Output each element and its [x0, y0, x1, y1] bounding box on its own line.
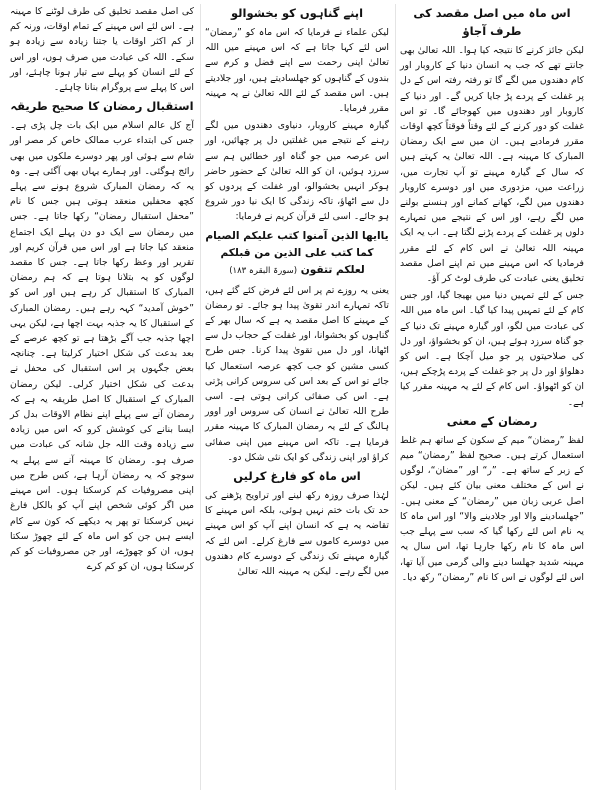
paragraph: لیکن علماء نے فرمایا کہ اس ماہ کو ”رمضان“ اس لئے کہا جاتا ہے کہ اس مہینے میں اللہ تعالیٰ اپنی رحمت سے اپنے فضل و کرم سے بندوں کے گناہوں کو جھلسادیتے ہیں، اور جلادیتے ہیں۔ اس مقصد کے لئے اللہ تعالیٰ نے یہ مہینہ مقرر فرمایا۔: [205, 27, 389, 115]
section-heading: اپنے گناہوں کو بخشوالو: [230, 6, 364, 20]
paragraph: جس کے لئے تمہیں دنیا میں بھیجا گیا، اور جس کام کے لئے تمہیں پیدا کیا گیا۔ اس ماہ میں اللہ کی عبادت میں لگو، اور گیارہ مہینے تک دنیا کے جو گناہ سرزد ہوئے ہیں، ان کو بخشواؤ، اور دل کی صلاحیتوں پر جو میل آچکا ہے۔ اس کو دھلواؤ اور دل پر جو غفلت کے پردے پڑچکے ہیں، ان کو اٹھواؤ۔ اس کام کے لئے یہ مہینہ مقرر کیا ہے۔: [400, 290, 584, 408]
verse-reference: (سورۃ البقرہ ۱۸۳): [229, 265, 298, 276]
magazine-page: [6, 4, 584, 790]
column-middle: [200, 4, 389, 790]
section-heading: اس ماہ کو فارغ کرلیں: [233, 469, 361, 484]
paragraph: یعنی یہ روزے تم پر اس لئے فرض کئے گئے ہیں، تاکہ تمہارے اندر تقویٰ پیدا ہو جائے۔ تو رمضان کے مہینے کا اصل مقصد یہ ہے کہ سال بھر کے گناہوں کو بخشوانا، اور غفلت کے حجاب دل سے اٹھانا، اور دل میں تقویٰ پیدا کرنا۔ جس طرح کسی مشین کو جب کچھ عرصہ استعمال کیا جائے تو اس کے بعد اس کی سروس کرانی پڑتی ہے۔ اس کی صفائی کرانی ہوتی ہے۔ اسی طرح اللہ تعالیٰ نے انسان کی سروس اور اوور ہالنگ کے لئے یہ رمضان المبارک کا مہینہ مقرر فرمایا ہے۔ تاکہ اس مہینے میں اپنی صفائی کراؤ اور اپنی زندگی کو ایک نئی شکل دو۔: [205, 284, 389, 463]
paragraph: کی اصل مقصد تخلیق کی طرف لوٹنے کا مہینہ ہے۔ اس لئے اس مہینے کے تمام اوقات، ورنہ کم از کم اکثر اوقات یا جتنا زیادہ سے زیادہ ہو سکے۔ اللہ کی عبادت میں صرف ہوں، اور اس کے لئے انسان کو پہلے سے تیار ہونا چاہئے، اور اس کا پہلے سے پروگرام بنانا چاہئے۔: [10, 6, 194, 94]
column-right: [395, 4, 584, 790]
paragraph: لیکن جائز کرنے کا نتیجہ کیا ہوا۔ اللہ تعالیٰ بھی جانتے تھے کہ جب یہ انسان دنیا کے کاروبار اور کام دھندوں میں لگے گا تو رفتہ رفتہ اس کے دل پر غفلت کے پردے پڑ جایا کریں گے۔ اور دنیا کے کاروبار اور دھندوں میں کھوجائے گا۔ تو اس غفلت کو دور کرنے کے لئے وقتاً فوقتاً کچھ اوقات مقرر فرمادیے ہیں۔ ان میں سے ایک رمضان المبارک کا مہینہ ہے۔ اللہ تعالیٰ یہ کہتے ہیں کہ سال کے گیارہ مہینے تو آپ تجارت میں، زراعت میں، مزدوری میں اور دوسرے کاروبار دھندوں میں لگے، کھانے کمانے اور ہنسنے بولنے میں لگے رہے، اور اس کے نتیجے میں تمہارے دلوں پر غفلت کے پردے پڑنے لگتا ہے۔ اب یہ ایک مہینہ اللہ تعالیٰ نے اس کام کے لئے مقرر فرمادیا کہ اس مہینے میں تم اپنے اصل مقصد تخلیق یعنی عبادت کی طرف لوٹ کر آؤ۔: [400, 45, 584, 285]
paragraph: لہٰذا صرف روزہ رکھ لینے اور تراویح پڑھنے کی حد تک بات ختم نہیں ہوئی، بلکہ اس مہینے کا تقاضہ یہ ہے کہ انسان اپنے آپ کو اس مہینے میں دوسرے کاموں سے فارغ کرلے۔ اس لئے کہ گیارہ مہینے تک زندگی کے دوسرے کام دھندوں میں لگے رہے۔ لیکن یہ مہینہ اللہ تعالیٰ: [205, 490, 389, 578]
paragraph: گیارہ مہینے کاروبار، دنیاوی دھندوں میں لگے رہنے کے نتیجے میں غفلتیں دل پر چھائیں، اور اس عرصہ میں جو گناہ اور خطائیں ہم سے سرزد ہوئیں، ان کو اللہ تعالیٰ کے حضور حاضر ہوکر انہیں بخشوالو، اور غفلت کے پردوں کو دل سے اٹھاؤ، تاکہ زندگی کا ایک نیا دور شروع ہو جائے۔ اسی لئے قرآن کریم نے فرمایا:: [205, 120, 389, 223]
quran-verse: [205, 228, 389, 280]
verse-text: یاایھا الذین آمنوا کتب علیکم الصیام کما کتب علی الذین من قبلکم لعلکم تتقون: [205, 229, 389, 276]
paragraph: لفظ ”رمضان“ میم کے سکون کے ساتھ ہم غلط استعمال کرتے ہیں۔ صحیح لفظ ”رمضان“ میم کے زبر کے ساتھ ہے۔ ”ر“ اور ”مضان“، لوگوں نے اس کے مختلف معنی بیان کئے ہیں۔ لیکن اصل عربی زبان میں ”رمضان“ کے معنی ہیں۔ ”جھلسادینے والا اور جلادینے والا“ اور اس ماہ کا یہ نام اس لئے رکھا گیا کہ سب سے پہلے جب اس ماہ کا نام رکھا جارہا تھا، اس سال یہ مہینہ شدید جھلسا دینے والی گرمی میں آیا تھا، اس لئے لوگوں نے اس کا نام ”رمضان“ رکھ دیا۔: [400, 434, 584, 583]
column-left: [6, 4, 194, 790]
section-heading: اس ماہ میں اصل مقصد کی طرف آجاؤ: [413, 6, 571, 38]
section-heading: استقبال رمضان کا صحیح طریقہ: [10, 99, 194, 114]
paragraph: آج کل عالم اسلام میں ایک بات چل پڑی ہے۔ جس کی ابتداء عرب ممالک خاص کر مصر اور شام سے ہوئی اور پھر دوسرے ملکوں میں بھی رائج ہوگئی۔ اور ہمارے یہاں بھی آگئی ہے۔ وہ یہ کہ رمضان المبارک شروع ہونے سے پہلے کچھ محفلیں منعقد ہوتی ہیں جس کا نام ”محفل استقبال رمضان“ رکھا جاتا ہے۔ جس میں رمضان سے ایک دو دن پہلے ایک اجتماع منعقد کیا جاتا ہے اور اس میں قرآن کریم اور تقریر اور وعظ رکھا جاتا ہے۔ جس کا مقصد لوگوں کو یہ بتلانا ہوتا ہے کہ ہم رمضان المبارک کا استقبال کر رہے ہیں اور اس کو ”خوش آمدید“ کہہ رہے ہیں۔ رمضان المبارک کے استقبال کا یہ جذبہ بہت اچھا ہے، لیکن یہی اچھا جذبہ جب آگے بڑھتا ہے تو کچھ عرصے کے بعد بدعت کی شکل اختیار کرلیتا ہے۔ چنانچہ بعض جگہوں پر اس استقبال کی محفل نے بدعت کی شکل اختیار کرلی۔ لیکن رمضان المبارک کے استقبال کا اصل طریقہ یہ ہے کہ رمضان آنے سے پہلے اپنے نظام الاوقات بدل کر ایسا بنانے کی کوشش کرو کہ اس میں زیادہ سے زیادہ وقت اللہ جل شانہ کی عبادت میں صرف ہو۔ رمضان کا مہینہ آنے سے پہلے یہ سوچو کہ یہ رمضان آرہا ہے، کس طرح میں اپنی مصروفیات کم کرسکتا ہوں۔ اس مہینے میں اگر کوئی شخص اپنے آپ کو بالکل فارغ نہیں کرسکتا تو پھر یہ دیکھے کہ کون سے کام ایسے ہیں جن کو اس ماہ کے لئے چھوڑ سکتا ہوں، ان کو چھوڑے، اور جن مصروفیات کو کم کرسکتا ہوں، ان کو کم کرے: [10, 120, 194, 573]
section-heading: رمضان کے معنی: [446, 413, 538, 428]
